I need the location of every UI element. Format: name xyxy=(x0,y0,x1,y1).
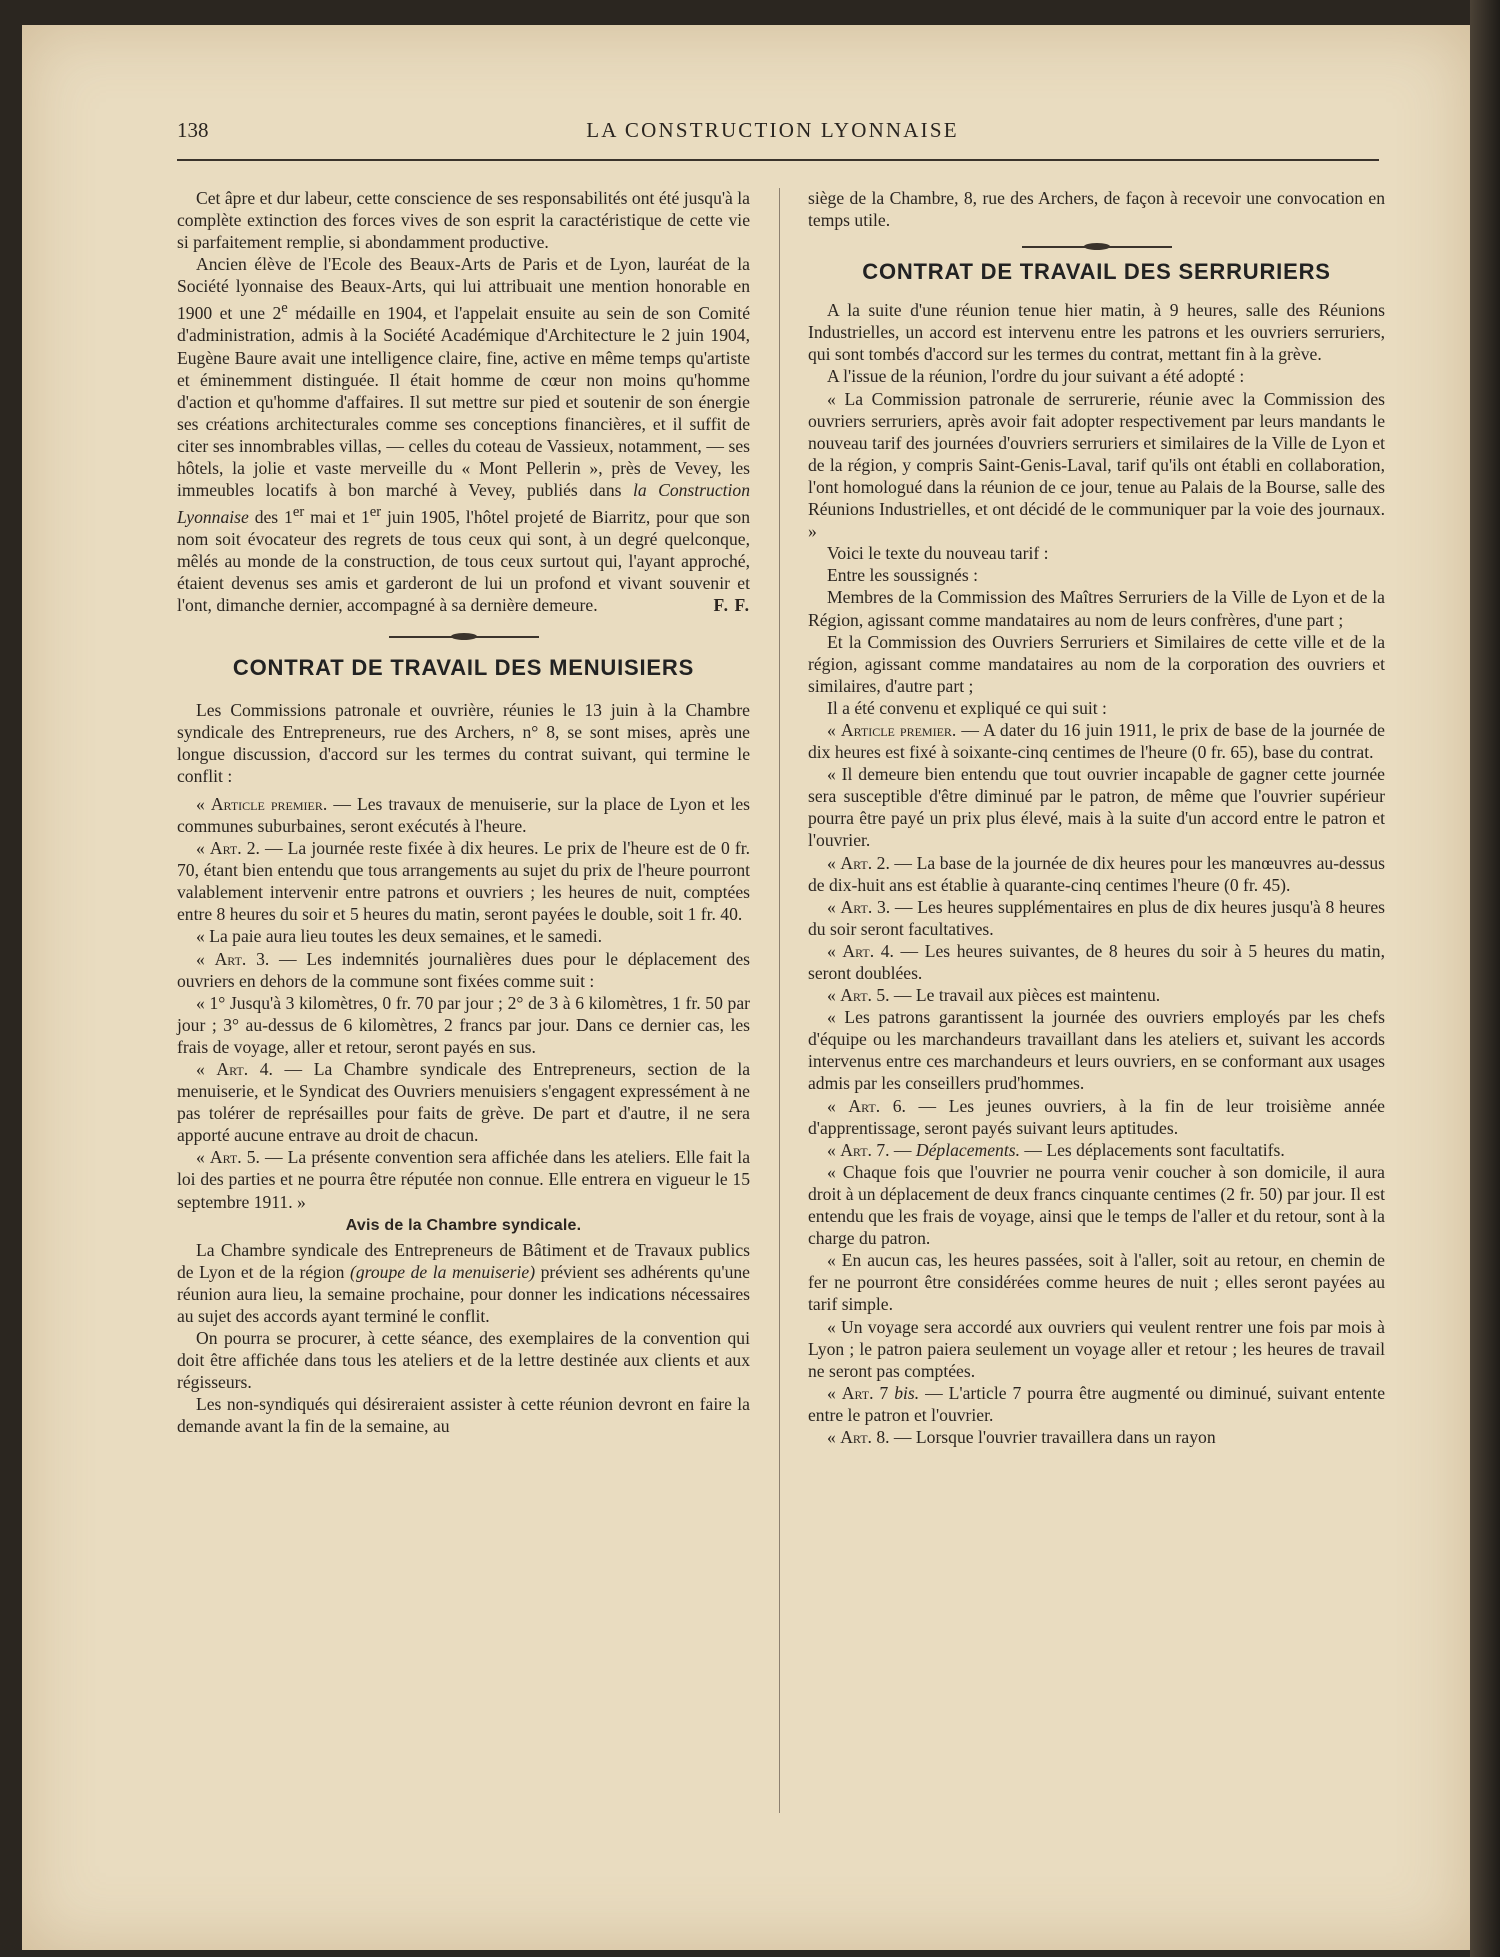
running-head xyxy=(155,112,1390,152)
serruriers-aucun-cas: « En aucun cas, les heures passées, soit à l'aller, soit au retour, en chemin de fer ne pourront être considérées comme heures de nuit ; elles seront payées au tarif simple. xyxy=(808,1250,1385,1315)
menuisiers-paie: « La paie aura lieu toutes les deux semaines, et le samedi. xyxy=(196,926,602,947)
serruriers-article-3: « Art. 3. — Les heures supplémentaires en plus de dix heures jusqu'à 8 heures du soir seront facultatives. xyxy=(808,896,1385,939)
menuisiers-article-5: « Art. 5. — La présente convention sera affichée dans les ateliers. Elle fait la loi des parties et ne pourra être réputée non connue. Elle entrera en vigueur le 15 septembre 1911. » xyxy=(177,1147,751,1212)
menuisiers-indemnites: « 1° Jusqu'à 3 kilomètres, 0 fr. 70 par jour ; 2° de 3 à 6 kilomètres, 1 fr. 50 par jour ; 3° au-dessus de 6 kilomètres, 2 francs par jour. Dans ce dernier cas, les frais de voyage, aller et retour, seront payés en sus. xyxy=(177,992,750,1057)
serruriers-article-8: « Art. 8. — Lorsque l'ouvrier travaillera dans un rayon xyxy=(827,1426,1216,1447)
serruriers-article-2: « Art. 2. — La base de la journée de dix heures pour les manœuvres au-dessus de dix-huit ans est établie à quarante-cinq centimes l'heure (0 fr. 45). xyxy=(808,852,1385,895)
section-title-serruriers: CONTRAT DE TRAVAIL DES SERRURIERS xyxy=(862,259,1331,285)
avis-paragraph-2: On pourra se procurer, à cette séance, des exemplaires de la convention qui doit être affichée dans tous les ateliers et de la lettre destinée aux clients et aux régisseurs. xyxy=(177,1328,750,1393)
serruriers-commission-ouvriers: Et la Commission des Ouvriers Serruriers et Similaires de cette ville et de la région, agissant comme mandataires au nom de la corporation des ouvriers et similaires, d'autre part ; xyxy=(808,631,1385,696)
serruriers-voyage: « Un voyage sera accordé aux ouvriers qui veulent rentrer une fois par mois à Lyon ; le patron paiera seulement un voyage aller et retour ; les heures de travail ne seront pas comptées. xyxy=(808,1316,1385,1381)
section-ornament xyxy=(1022,241,1172,253)
serruriers-article-1: « Article premier. — A dater du 16 juin 1911, le prix de base de la journée de dix heures est fixé à soixante-cinq centimes de l'heure (0 fr. 65), base du contrat. xyxy=(808,719,1385,763)
right-column xyxy=(808,187,1385,1448)
avis-paragraph-1: La Chambre syndicale des Entrepreneurs de Bâtiment et de Travaux publics de Lyon et de la région (groupe de la menuiserie) prévient ses adhérents qu'une réunion aura lieu, la semaine prochaine, pour donner les indications nécessaires au sujet des accords ayant terminé le conflit. xyxy=(177,1239,750,1326)
serruriers-soussignes: Entre les soussignés : xyxy=(827,565,978,586)
avis-paragraph-3: Les non-syndiqués qui désireraient assister à cette réunion devront en faire la demande avant la fin de la semaine, au xyxy=(177,1394,750,1437)
menuisiers-article-2: « Art. 2. — La journée reste fixée à dix heures. Le prix de l'heure est de 0 fr. 70, étant bien entendu que tous arrangements au sujet du prix de l'heure pourront valablement intervenir entre patrons et ouvriers ; les heures de nuit, comptées entre 8 heures du soir et 5 heures du matin, seront payées le double, soit 1 fr. 40. xyxy=(177,838,750,925)
serruriers-membres: Membres de la Commission des Maîtres Serruriers de la Ville de Lyon et de la Région, agissant comme mandataires au nom de leurs confrères, d'une part ; xyxy=(808,587,1385,630)
obituary-paragraph-2: Ancien élève de l'Ecole des Beaux-Arts de Paris et de Lyon, lauréat de la Société lyonnaise des Beaux-Arts, qui lui attribuait une mention honorable en 1900 et une 2e médaille en 1904, et l'appelait ensuite au sein de son Comité d'administration, admis à la Société Académique d'Architecture le 2 juin 1904, Eugène Baure avait une intelligence claire, fine, active en même temps qu'artiste et éminemment distinguée. Il était homme de cœur non moins qu'homme d'action et qu'homme d'affaires. Il sut mettre sur pied et soutenir de son énergie ses créations architecturales comme ses conceptions financières, et il suffit de citer ses innombrables villas, — celles du coteau de Vassieux, notamment, — ses hôtels, la jolie et vaste merveille du « Mont Pellerin », près de Vevey, les immeubles locatifs à bon marché à Vevey, publiés dans la Construction Lyonnaise des 1er mai et 1er juin 1905, l'hôtel projeté de Biarritz, pour que son nom soit évocateur des regrets de tous ceux qui sont, à un degré quelconque, mêlés au monde de la construction, de tous ceux surtout qui, l'ayant approché, étaient devenus ses amis et garderont de lui un profond et vivant souvenir et l'ont, dimanche dernier, accompagné à sa dernière demeure. F. F. xyxy=(177,254,751,616)
serruriers-article-7: « Art. 7. — Déplacements. — Les déplacements sont facultatifs. xyxy=(827,1139,1285,1160)
serruriers-coucher: « Chaque fois que l'ouvrier ne pourra venir coucher à son domicile, il aura droit à un déplacement de deux francs cinquante centimes (2 fr. 50) par jour. Il est entendu que les frais de voyage, ainsi que le temps de l'aller et du retour, sont à la charge du patron. xyxy=(808,1161,1385,1249)
serruriers-intro: A la suite d'une réunion tenue hier matin, à 9 heures, salle des Réunions Industrielles, un accord est intervenu entre les patrons et les ouvriers serruriers, qui sont tombés d'accord sur les termes du contrat, mettant fin à la grève. xyxy=(808,300,1385,365)
serruriers-article-7-bis: « Art. 7 bis. — L'article 7 pourra être augmenté ou diminué, suivant entente entre le patron et l'ouvrier. xyxy=(808,1382,1386,1425)
page-number: 138 xyxy=(177,118,209,142)
menuisiers-article-4: « Art. 4. — La Chambre syndicale des Entrepreneurs, section de la menuiserie, et le Syndicat des Ouvriers menuisiers s'engagent expressément à ne pas tolérer de représailles pour faits de grève. De part et d'autre, il ne sera apporté aucune entrave au droit de chacun. xyxy=(177,1059,751,1146)
menuisiers-article-1: « Article premier. — Les travaux de menuiserie, sur la place de Lyon et les communes suburbaines, seront exécutés à l'heure. xyxy=(177,793,750,836)
serruriers-article-5: « Art. 5. — Le travail aux pièces est maintenu. xyxy=(827,985,1161,1006)
column-divider xyxy=(779,188,780,1813)
menuisiers-article-3: « Art. 3. — Les indemnités journalières dues pour le déplacement des ouvriers en dehors de la commune sont fixées comme suit : xyxy=(177,948,750,991)
avis-continuation: siège de la Chambre, 8, rue des Archers, de façon à recevoir une convocation en temps utile. xyxy=(808,188,1385,231)
avis-title: Avis de la Chambre syndicale. xyxy=(345,1216,582,1234)
signature: F. F. xyxy=(713,595,750,616)
section-title-menuisiers: CONTRAT DE TRAVAIL DES MENUISIERS xyxy=(232,654,695,680)
serruriers-article-4: « Art. 4. — Les heures suivantes, de 8 heures du soir à 5 heures du matin, seront doublées. xyxy=(808,940,1385,983)
obituary-paragraph-1: Cet âpre et dur labeur, cette conscience de ses responsabilités ont été jusqu'à la complète extinction des forces vives de son esprit la caractéristique de cette vie si parfaitement remplie, si abondamment productive. xyxy=(177,188,750,253)
left-column xyxy=(177,187,750,1438)
menuisiers-intro: Les Commissions patronale et ouvrière, réunies le 13 juin à la Chambre syndicale des Entrepreneurs, rue des Archers, n° 8, se sont mises, après une longue discussion, d'accord sur les termes du contrat suivant, qui termine le conflit : xyxy=(177,699,750,786)
serruriers-convenu: Il a été convenu et expliqué ce qui suit : xyxy=(827,697,1107,718)
header-rule xyxy=(177,159,1379,161)
serruriers-voici: Voici le texte du nouveau tarif : xyxy=(827,543,1049,564)
book-spine xyxy=(1470,0,1500,1957)
serruriers-patrons-garantissent: « Les patrons garantissent la journée des ouvriers employés par les chefs d'équipe ou les marchandeurs travaillant dans les ateliers et, suivant les accords intervenus entre ces marchandeurs et leurs ouvriers, en se conformant aux usages admis par les conseillers prud'hommes. xyxy=(808,1007,1385,1094)
serruriers-article-6: « Art. 6. — Les jeunes ouvriers, à la fin de leur troisième année d'apprentissage, seront payés suivant leurs aptitudes. xyxy=(808,1095,1385,1138)
section-ornament xyxy=(389,631,539,643)
serruriers-commission: « La Commission patronale de serrurerie, réunie avec la Commission des ouvriers serruriers, après avoir fait adopter respectivement par leurs mandants le nouveau tarif des journées d'ouvriers serruriers et similaires de la Ville de Lyon et de la région, y compris Saint-Genis-Laval, tarif qu'ils ont établi en collaboration, l'ont homologué dans la réunion de ce jour, tenue au Palais de la Bourse, salle des Réunions Industrielles, et ont décidé de le communiquer par la voie des journaux. » xyxy=(808,388,1385,542)
serruriers-ordre-du-jour: A l'issue de la réunion, l'ordre du jour suivant a été adopté : xyxy=(827,366,1245,387)
serruriers-demeure: « Il demeure bien entendu que tout ouvrier incapable de gagner cette journée sera susceptible d'être diminué par le patron, de même que l'ouvrier supérieur pourra être payé un prix plus élevé, mais à la suite d'un accord entre le patron et l'ouvrier. xyxy=(808,764,1385,851)
journal-title: LA CONSTRUCTION LYONNAISE xyxy=(586,118,959,142)
